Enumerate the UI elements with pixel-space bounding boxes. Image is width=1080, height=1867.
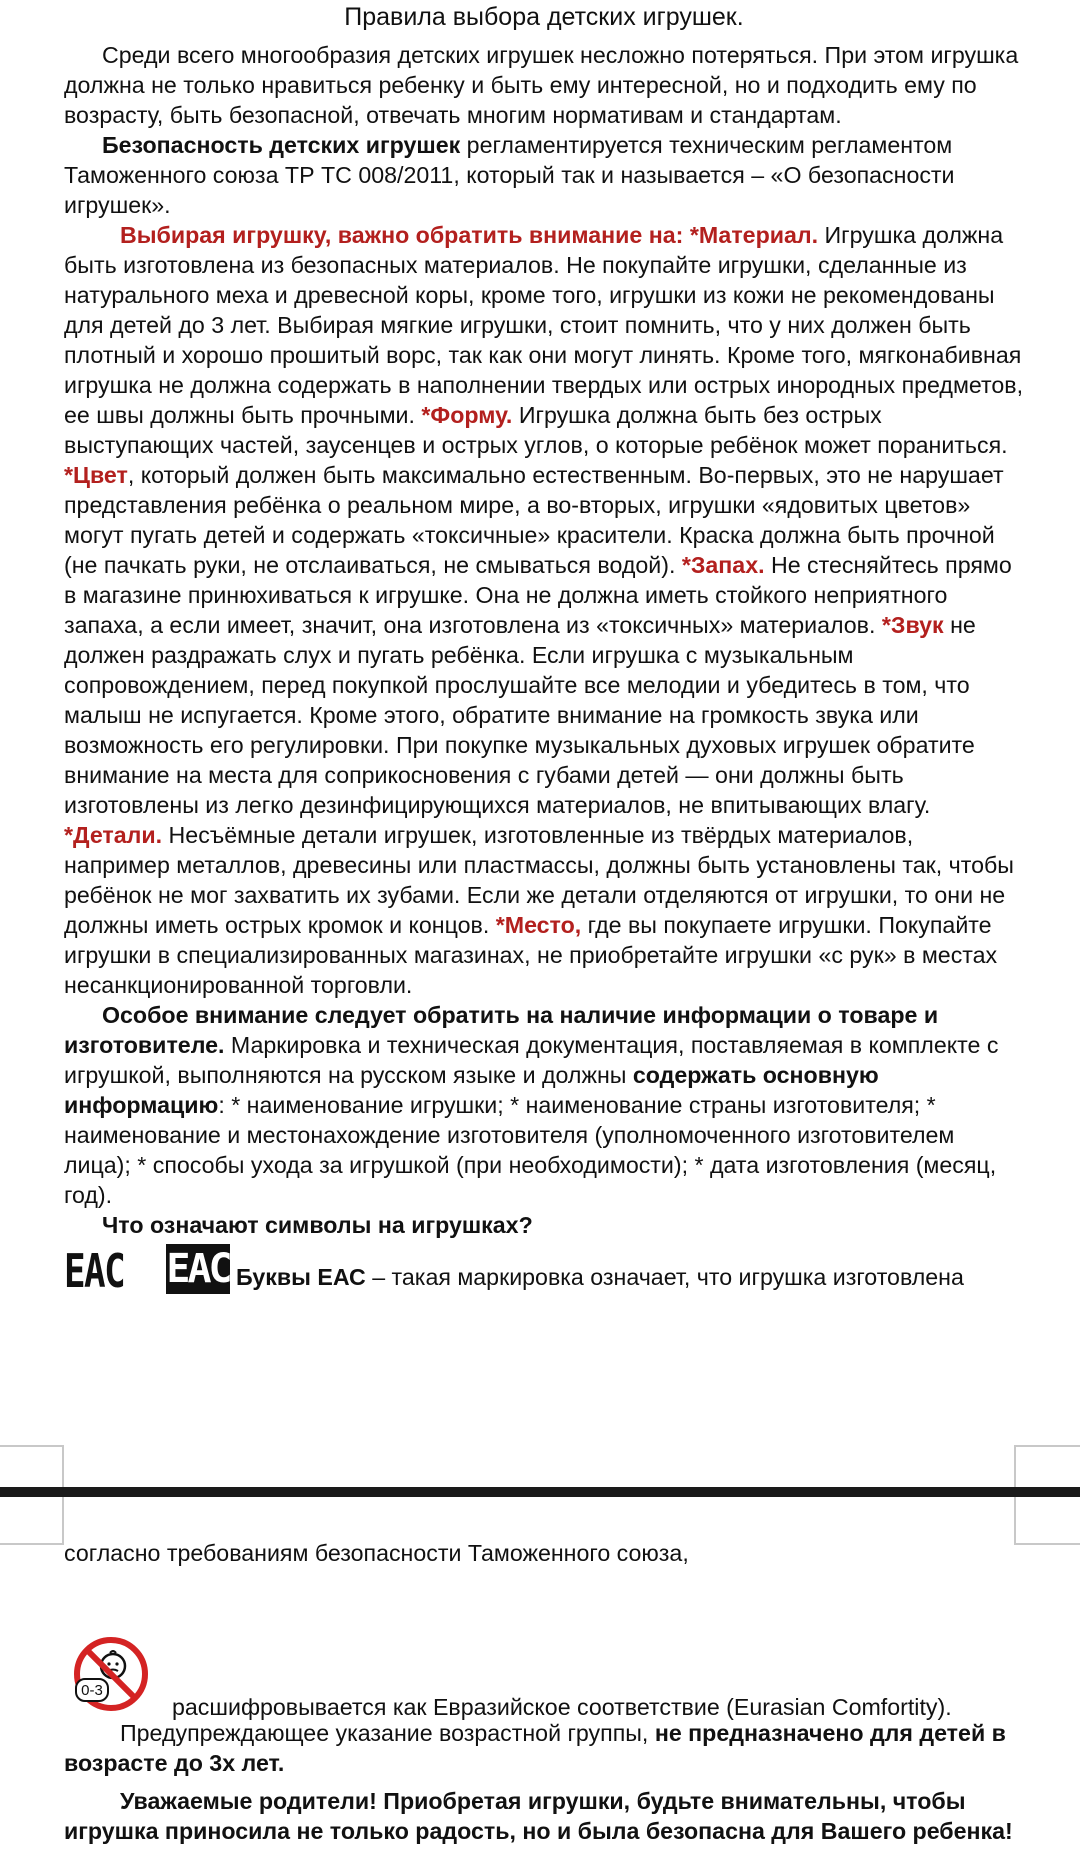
eac-text-bold: Буквы ЕАС xyxy=(236,1264,366,1290)
document-body-top xyxy=(64,0,1024,1298)
place-label: *Место, xyxy=(495,912,582,938)
safety-text: регламентируется техническим регламентом Таможенного союза ТР ТС 008/2011, который так и называется – «О безопасности игрушек». xyxy=(64,132,955,218)
age-restriction-svg xyxy=(72,1635,150,1713)
details-label: *Детали. xyxy=(64,822,163,848)
eac-line xyxy=(64,1242,1024,1298)
form-label: *Форму. xyxy=(421,402,513,428)
form-text: Игрушка должна быть без острых выступающих частей, заусенцев и острых углов, о которые ребёнок может пораниться. xyxy=(64,402,1008,458)
place-text: где вы покупаете игрушки. Покупайте игрушки в специализированных магазинах, не приобретайте игрушки «с рук» в местах несанкционированной торговли. xyxy=(64,912,998,998)
smell-label: *Запах. xyxy=(681,552,765,578)
document-body-end xyxy=(64,1718,1024,1846)
info-bold-2: содержать основную информацию xyxy=(64,1062,879,1118)
eac-description xyxy=(236,1262,964,1294)
sound-label: *Звук xyxy=(881,612,944,638)
sound-text: не должен раздражать слух и пугать ребёнка. Если игрушка с музыкальным сопровождением, перед покупкой прослушайте все мелодии и убедитесь в том, что малыш не испугается. Кроме этого, обратите внимание на громкость звука или возможность его регулировки. При покупке музыкальных духовых игрушек обратите внимание на места для соприкосновения с губами детей — они должны быть изготовлены из легко дезинфицирующихся материалов, не впитывающих влагу. xyxy=(64,612,976,818)
choose-lead: Выбирая игрушку, важно обратить внимание на: *Материал. xyxy=(120,222,819,248)
age-range-label: 0-3 xyxy=(81,1682,103,1699)
page-break-divider xyxy=(0,1487,1080,1497)
material-text: Игрушка должна быть изготовлена из безопасных материалов. Не покупайте игрушки, сделанные из натурального меха и древесной коры, кроме того, игрушки из кожи не рекомендованы для детей до 3 лет. Выбирая мягкие игрушки, стоит помнить, что у них должен быть плотный и хорошо прошитый ворс, так как они могут линять. Кроме того, мягконабивная игрушка не должна содержать в наполнении твердых или острых инородных предметов, ее швы должны быть прочными. xyxy=(64,222,1024,428)
info-bold-1: Особое внимание следует обратить на наличие информации о товаре и изготовителе. xyxy=(64,1002,939,1058)
warning-text: Предупреждающее указание возрастной группы, xyxy=(120,1720,655,1746)
eac-mark-icon: ЕАС xyxy=(64,1244,125,1298)
info-text-1: Маркировка и техническая документация, поставляемая в комплекте с игрушкой, выполняются на русском языке и должны xyxy=(64,1032,999,1088)
warning-bold: не предназначено для детей в возрасте до 3х лет. xyxy=(64,1720,1006,1776)
warning-paragraph xyxy=(64,1718,1024,1778)
color-text: , который должен быть максимально естественным. Во-первых, это не нарушает представления ребёнка о реальном мире, а во-вторых, игрушки «ядовитых цветов» могут пугать детей и содержать «токсичные» красители. Краска должна быть прочной (не пачкать руки, не отслаиваться, не смываться водой). xyxy=(64,462,1004,578)
page-title: Правила выбора детских игрушек. xyxy=(344,3,744,31)
safety-paragraph xyxy=(64,130,1024,220)
closing-paragraph: Уважаемые родители! Приобретая игрушки, будьте внимательны, чтобы игрушка приносила не только радость, но и была безопасна для Вашего ребенка! xyxy=(64,1788,1013,1844)
details-text: Несъёмные детали игрушек, изготовленные из твёрдых материалов, например металлов, древесины или пластмассы, должны быть установлены так, чтобы ребёнок не мог захватить их зубами. Если же детали отделяются от игрушки, то они не должны иметь острых кромок и концов. xyxy=(64,822,1014,938)
document-body-bottom xyxy=(64,1538,1024,1568)
age-restriction-icon xyxy=(72,1635,150,1713)
smell-text: Не стесняйтесь прямо в магазине принюхиваться к игрушке. Она не должна иметь стойкого неприятного запаха, а если имеет, значит, она изготовлена из «токсичных» материалов. xyxy=(64,552,1012,638)
eac-text: – такая маркировка означает, что игрушка изготовлена xyxy=(365,1264,964,1290)
eurasian-text: расшифровывается как Евразийское соответствие (Eurasian Comfortity). xyxy=(172,1694,952,1720)
info-paragraph xyxy=(64,1000,1024,1210)
safety-bold: Безопасность детских игрушек xyxy=(102,132,461,158)
intro-paragraph: Среди всего многообразия детских игрушек несложно потеряться. При этом игрушка должна не только нравиться ребенку и быть ему интересной, но и подходить ему по возрасту, быть безопасной, отвечать многим нормативам и стандартам. xyxy=(64,42,1019,128)
info-text-2: : * наименование игрушки; * наименование страны изготовителя; * наименование и местонахождение изготовителя (уполномоченного изготовителем лица); * способы ухода за игрушкой (при необходимости); * дата изготовления (месяц, год). xyxy=(64,1092,997,1208)
choose-paragraph xyxy=(64,220,1024,1000)
symbols-heading: Что означают символы на игрушках? xyxy=(102,1212,533,1238)
color-label: *Цвет xyxy=(64,462,128,488)
continued-text: согласно требованиям безопасности Таможенного союза, xyxy=(64,1540,689,1566)
eac-boxed-mark-icon: ЕАС xyxy=(166,1246,230,1292)
